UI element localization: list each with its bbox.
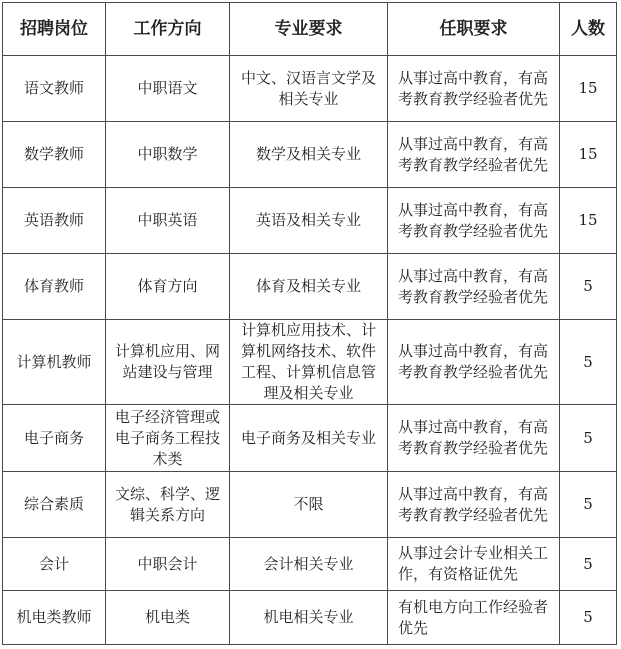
table-body [3, 56, 617, 645]
table-row [3, 538, 617, 591]
cell-count: 5 [560, 591, 617, 645]
cell-requirement: 从事过高中教育，有高考教育教学经验者优先 [388, 56, 560, 122]
table-row [3, 254, 617, 320]
cell-position: 数学教师 [3, 122, 106, 188]
table-row [3, 122, 617, 188]
cell-count: 15 [560, 188, 617, 254]
table-row [3, 472, 617, 538]
cell-major: 英语及相关专业 [230, 188, 388, 254]
cell-requirement: 从事过高中教育，有高考教育教学经验者优先 [388, 122, 560, 188]
cell-requirement: 从事过高中教育，有高考教育教学经验者优先 [388, 188, 560, 254]
cell-major: 体育及相关专业 [230, 254, 388, 320]
cell-major: 计算机应用技术、计算机网络技术、软件工程、计算机信息管理及相关专业 [230, 320, 388, 405]
table-row [3, 405, 617, 472]
recruitment-table [2, 2, 617, 645]
cell-direction: 文综、科学、逻辑关系方向 [106, 472, 230, 538]
cell-position: 会计 [3, 538, 106, 591]
cell-requirement: 从事过会计专业相关工作，有资格证优先 [388, 538, 560, 591]
cell-major: 会计相关专业 [230, 538, 388, 591]
cell-major: 数学及相关专业 [230, 122, 388, 188]
cell-requirement: 从事过高中教育，有高考教育教学经验者优先 [388, 405, 560, 472]
cell-count: 5 [560, 405, 617, 472]
cell-position: 英语教师 [3, 188, 106, 254]
header-count: 人数 [560, 3, 617, 56]
table-row [3, 56, 617, 122]
cell-requirement: 从事过高中教育，有高考教育教学经验者优先 [388, 472, 560, 538]
cell-major: 不限 [230, 472, 388, 538]
cell-position: 计算机教师 [3, 320, 106, 405]
table-row [3, 188, 617, 254]
cell-count: 15 [560, 56, 617, 122]
cell-direction: 中职会计 [106, 538, 230, 591]
cell-position: 语文教师 [3, 56, 106, 122]
cell-requirement: 从事过高中教育，有高考教育教学经验者优先 [388, 320, 560, 405]
cell-count: 5 [560, 320, 617, 405]
cell-count: 5 [560, 472, 617, 538]
cell-position: 综合素质 [3, 472, 106, 538]
table-row [3, 591, 617, 645]
cell-direction: 体育方向 [106, 254, 230, 320]
cell-major: 中文、汉语言文学及相关专业 [230, 56, 388, 122]
cell-direction: 中职英语 [106, 188, 230, 254]
header-position: 招聘岗位 [3, 3, 106, 56]
cell-direction: 中职数学 [106, 122, 230, 188]
cell-requirement: 从事过高中教育，有高考教育教学经验者优先 [388, 254, 560, 320]
cell-position: 体育教师 [3, 254, 106, 320]
header-major: 专业要求 [230, 3, 388, 56]
header-direction: 工作方向 [106, 3, 230, 56]
cell-requirement: 有机电方向工作经验者优先 [388, 591, 560, 645]
cell-major: 机电相关专业 [230, 591, 388, 645]
cell-count: 15 [560, 122, 617, 188]
cell-direction: 中职语文 [106, 56, 230, 122]
cell-major: 电子商务及相关专业 [230, 405, 388, 472]
cell-direction: 电子经济管理或电子商务工程技术类 [106, 405, 230, 472]
cell-count: 5 [560, 538, 617, 591]
header-row [3, 3, 617, 56]
table-row [3, 320, 617, 405]
cell-position: 电子商务 [3, 405, 106, 472]
header-requirement: 任职要求 [388, 3, 560, 56]
cell-direction: 计算机应用、网站建设与管理 [106, 320, 230, 405]
cell-direction: 机电类 [106, 591, 230, 645]
cell-position: 机电类教师 [3, 591, 106, 645]
cell-count: 5 [560, 254, 617, 320]
